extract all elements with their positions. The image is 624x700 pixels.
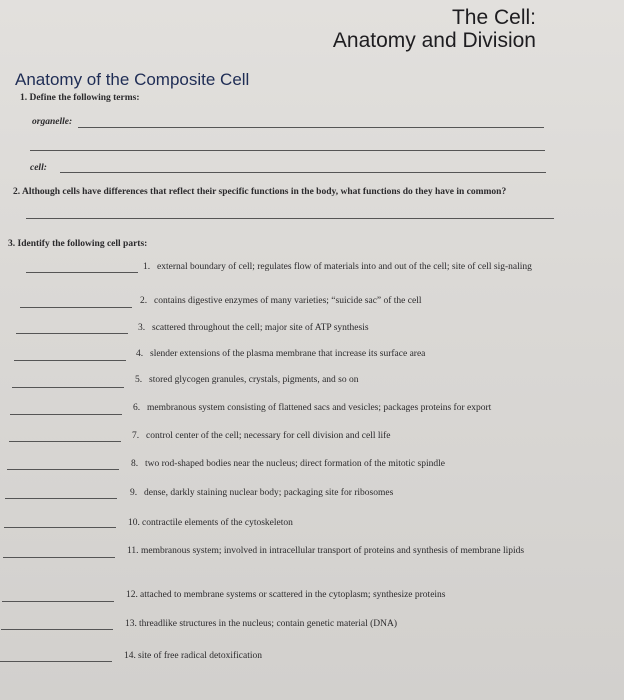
cell-part-text: membranous system consisting of flattened sacs and vesicles; packages proteins for export bbox=[147, 403, 492, 413]
answer-line-part-11[interactable] bbox=[3, 557, 115, 558]
cell-part-description bbox=[132, 431, 572, 442]
answer-line-cell[interactable] bbox=[60, 172, 546, 173]
cell-part-description bbox=[127, 546, 567, 557]
cell-part-description bbox=[138, 323, 578, 334]
answer-line-part-6[interactable] bbox=[10, 414, 122, 415]
cell-part-number: 6. bbox=[133, 403, 141, 413]
answer-line-part-13[interactable] bbox=[1, 629, 113, 630]
cell-part-text: contractile elements of the cytoskeleton bbox=[142, 518, 293, 528]
section-title: Anatomy of the Composite Cell bbox=[15, 70, 250, 89]
answer-line-part-5[interactable] bbox=[12, 387, 124, 388]
answer-line-part-14[interactable] bbox=[0, 661, 112, 662]
cell-part-text: site of free radical detoxification bbox=[138, 651, 262, 661]
cell-part-number: 12. bbox=[126, 590, 138, 600]
cell-part-number: 9. bbox=[130, 488, 138, 498]
answer-line-organelle-2[interactable] bbox=[30, 150, 545, 151]
cell-part-description bbox=[131, 459, 571, 470]
cell-part-number: 3. bbox=[138, 323, 146, 333]
cell-part-number: 10. bbox=[128, 518, 140, 528]
answer-line-part-7[interactable] bbox=[9, 441, 121, 442]
cell-part-description bbox=[140, 296, 580, 307]
cell-part-text: control center of the cell; necessary for cell division and cell life bbox=[146, 431, 391, 441]
answer-line-q2[interactable] bbox=[26, 218, 554, 219]
answer-line-organelle[interactable] bbox=[78, 127, 544, 128]
page-title-line1: The Cell: bbox=[451, 6, 536, 29]
cell-part-number: 5. bbox=[135, 375, 143, 385]
cell-part-text: threadlike structures in the nucleus; contain genetic material (DNA) bbox=[139, 619, 397, 629]
cell-part-description bbox=[126, 590, 566, 601]
question-3-prompt: 3. Identify the following cell parts: bbox=[8, 239, 148, 249]
answer-line-part-3[interactable] bbox=[16, 333, 128, 334]
cell-part-text: two rod-shaped bodies near the nucleus; direct formation of the mitotic spindle bbox=[145, 459, 445, 469]
cell-part-text: membranous system; involved in intracellular transport of proteins and synthesis of membrane lipids bbox=[141, 546, 525, 556]
answer-line-part-9[interactable] bbox=[5, 498, 117, 499]
cell-part-description bbox=[125, 619, 565, 630]
cell-part-number: 1. bbox=[143, 262, 151, 272]
cell-part-number: 13. bbox=[125, 619, 137, 629]
answer-line-part-2[interactable] bbox=[20, 307, 132, 308]
cell-part-number: 2. bbox=[140, 296, 148, 306]
answer-line-part-10[interactable] bbox=[4, 527, 116, 528]
answer-line-part-1[interactable] bbox=[26, 272, 138, 273]
cell-part-text: contains digestive enzymes of many varieties; “suicide sac” of the cell bbox=[154, 296, 422, 306]
cell-part-description bbox=[128, 518, 568, 529]
cell-part-number: 11. bbox=[127, 546, 139, 556]
answer-line-part-8[interactable] bbox=[7, 469, 119, 470]
answer-line-part-12[interactable] bbox=[2, 601, 114, 602]
cell-part-text: external boundary of cell; regulates flow of materials into and out of the cell; site of cell sig-naling bbox=[157, 262, 532, 272]
cell-part-number: 14. bbox=[124, 651, 136, 661]
cell-part-text: stored glycogen granules, crystals, pigments, and so on bbox=[149, 375, 359, 385]
cell-part-number: 7. bbox=[132, 431, 140, 441]
cell-part-text: attached to membrane systems or scattered in the cytoplasm; synthesize proteins bbox=[140, 590, 446, 600]
cell-part-description bbox=[124, 651, 564, 662]
term-organelle-label: organelle: bbox=[32, 117, 73, 127]
term-cell-label: cell: bbox=[30, 163, 47, 173]
cell-part-description bbox=[136, 349, 576, 360]
cell-part-description bbox=[143, 262, 583, 273]
cell-part-description bbox=[135, 375, 575, 386]
cell-part-text: slender extensions of the plasma membrane that increase its surface area bbox=[150, 349, 426, 359]
question-1-prompt: 1. Define the following terms: bbox=[20, 93, 140, 103]
cell-part-text: scattered throughout the cell; major site of ATP synthesis bbox=[152, 323, 369, 333]
question-2-prompt: 2. Although cells have differences that reflect their specific functions in the body, what functions do they have in common? bbox=[13, 187, 507, 197]
cell-part-description bbox=[130, 488, 570, 499]
cell-part-description bbox=[133, 403, 573, 414]
cell-part-number: 8. bbox=[131, 459, 139, 469]
cell-part-text: dense, darkly staining nuclear body; packaging site for ribosomes bbox=[144, 488, 394, 498]
cell-part-number: 4. bbox=[136, 349, 144, 359]
answer-line-part-4[interactable] bbox=[14, 360, 126, 361]
page-title-line2: Anatomy and Division bbox=[332, 29, 536, 52]
